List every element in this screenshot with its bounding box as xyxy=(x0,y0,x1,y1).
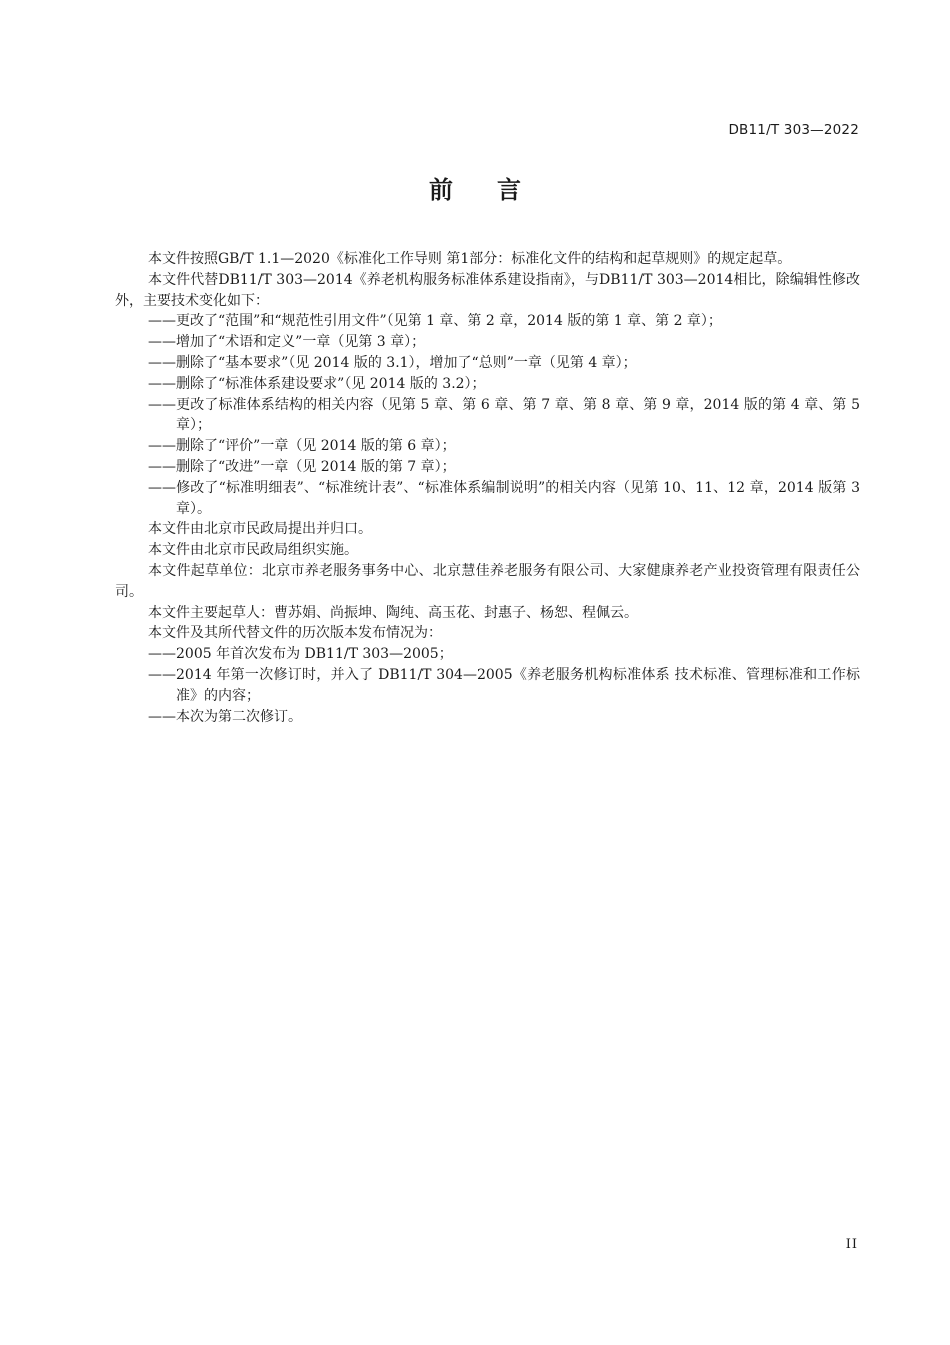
history-item-2014: ——2014 年第一次修订时，并入了 DB11/T 304—2005《养老服务机构标准体系 技术标准、管理标准和工作标准》的内容； xyxy=(148,666,860,704)
history-item-current: ——本次为第二次修订。 xyxy=(148,708,302,725)
paragraph-drafting-rules: 本文件按照GB/T 1.1—2020《标准化工作导则 第1部分：标准化文件的结构和起草规则》的规定起草。 xyxy=(148,251,792,267)
change-item-construction-requirements: ——删除了“标准体系建设要求”（见 2014 版的 3.2）； xyxy=(148,375,486,392)
paragraph-drafting-units: 本文件起草单位：北京市养老服务事务中心、北京慧佳养老服务有限公司、大家健康养老产业投资管理有限责任公司。 xyxy=(115,562,860,600)
document-code: DB11/T 303—2022 xyxy=(728,122,859,138)
change-item-evaluation: ——删除了“评价”一章（见 2014 版的第 6 章）； xyxy=(148,438,456,455)
change-item-improvement: ——删除了“改进”一章（见 2014 版的第 7 章）； xyxy=(148,458,456,475)
page-title: 前言 xyxy=(429,176,565,204)
page-number: II xyxy=(845,1237,858,1252)
history-item-2005: ——2005 年首次发布为 DB11/T 303—2005； xyxy=(148,646,453,663)
paragraph-history: 本文件及其所代替文件的历次版本发布情况为： xyxy=(148,625,442,642)
change-item-scope: ——更改了“范围”和“规范性引用文件”（见第 1 章、第 2 章，2014 版的第 1 章、第 2 章）； xyxy=(148,313,722,330)
foreword-body xyxy=(115,249,860,727)
change-item-terms: ——增加了“术语和定义”一章（见第 3 章）； xyxy=(148,334,426,351)
paragraph-implementer: 本文件由北京市民政局组织实施。 xyxy=(148,542,358,559)
change-item-structure: ——更改了标准体系结构的相关内容（见第 5 章、第 6 章、第 7 章、第 8 章、第 9 章，2014 版的第 4 章、第 5 章）； xyxy=(148,396,860,434)
paragraph-replacement: 本文件代替DB11/T 303—2014《养老机构服务标准体系建设指南》，与DB11/T 303—2014相比，除编辑性修改外，主要技术变化如下： xyxy=(115,271,860,309)
change-item-tables: ——修改了“标准明细表”、“标准统计表”、“标准体系编制说明”的相关内容（见第 10、11、12 章，2014 版第 3 章）。 xyxy=(148,479,860,517)
paragraph-drafters: 本文件主要起草人：曹苏娟、尚振坤、陶纯、高玉花、封惠子、杨恕、程佩云。 xyxy=(148,604,638,621)
change-item-basic-requirements: ——删除了“基本要求”（见 2014 版的 3.1），增加了“总则”一章（见第 4 章）； xyxy=(148,354,637,371)
paragraph-proposer: 本文件由北京市民政局提出并归口。 xyxy=(148,521,372,538)
